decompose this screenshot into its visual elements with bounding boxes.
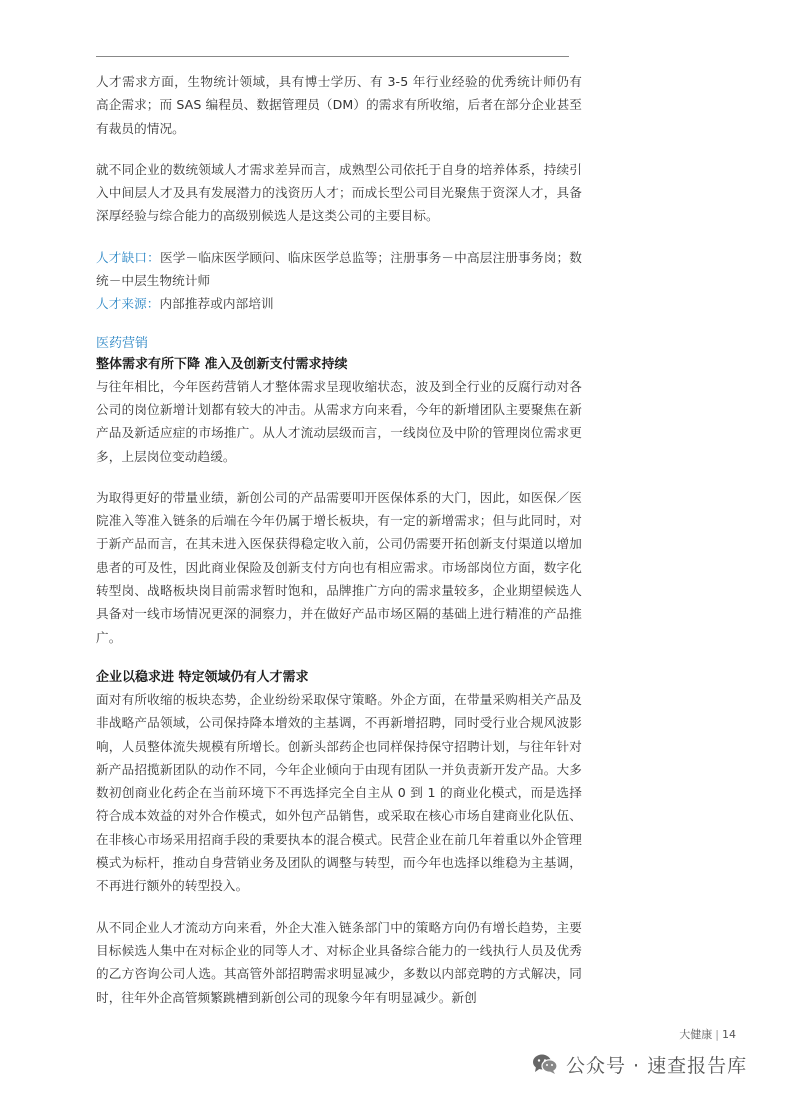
talent-source-line [96,292,582,315]
paragraph-statistics-differences: 就不同企业的数统领域人才需求差异而言，成熟型公司依托于自身的培养体系，持续引入中间层人才及具有发展潜力的浅资历人才；而成长型公司目光聚焦于资深人才，具备深厚经验与综合能力的高级别候选人是这类公司的主要目标。 [96,161,582,224]
watermark [532,1048,782,1080]
paragraph-marketing-demand: 与往年相比，今年医药营销人才整体需求呈现收缩状态，波及到全行业的反腐行动对各公司的岗位新增计划都有较大的冲击。从需求方向来看，今年的新增团队主要聚焦在新产品及新适应症的市场推广。从人才流动层级而言，一线岗位及中阶的管理岗位需求更多，上层岗位变动趋缓。 [96,378,582,464]
footer-separator: | [715,1028,719,1041]
talent-shortage-label: 人才缺口： [96,249,160,265]
footer-section-name: 大健康 [679,1028,713,1041]
talent-source-label: 人才来源： [96,296,160,312]
watermark-text: 公众号 · 速查报告库 [566,1054,748,1077]
page-footer [679,1026,736,1042]
paragraph-talent-flow: 从不同企业人才流动方向来看，外企大准入链条部门中的策略方向仍有增长趋势，主要目标候选人集中在对标企业的同等人才、对标企业具备综合能力的一线执行人员及优秀的乙方咨询公司人选。其高管外部招聘需求明显减少，多数以内部竞聘的方式解决，同时，往年外企高管频繁跳槽到新创公司的现象今年有明显减少。新创 [96,919,582,1005]
talent-source-text: 内部推荐或内部培训 [159,296,274,312]
wechat-icon [532,1053,558,1075]
subsection-title-demand: 整体需求有所下降 准入及创新支付需求持续 [96,356,348,372]
page-content [96,70,582,1009]
section-title: 医药营销 [96,335,149,351]
page-number: 14 [722,1028,736,1041]
paragraph-statistics-demand: 人才需求方面，生物统计领域，具有博士学历、有 3-5 年行业经验的优秀统计师仍有高企需求；而 SAS 编程员、数据管理员（DM）的需求有所收缩，后者在部分企业甚至有裁员的情况。 [96,74,582,136]
header-rule [96,56,569,57]
paragraph-conservative-strategy: 面对有所收缩的板块态势，企业纷纷采取保守策略。外企方面，在带量采购相关产品及非战略产品领域，公司保持降本增效的主基调，不再新增招聘，同时受行业合规风波影响，人员整体流失规模有所增长。创新头部药企也同样保持保守招聘计划，与往年针对新产品招揽新团队的动作不同，今年企业倾向于由现有团队一并负责新开发产品。大多数初创商业化药企在当前环境下不再选择完全自主从 0 到 1 的商业化模式，而是选择符合成本效益的对外合作模式，如外包产品销售，或采取在核心市场自建商业化队伍、在非核心市场采用招商手段的秉要执本的混合模式。民营企业在前几年着重以外企管理模式为标杆，推动自身营销业务及团队的调整与转型，而今年也选择以维稳为主基调，不再进行额外的转型投入。 [96,691,582,894]
talent-shortage-text: 医学－临床医学顾问、临床医学总监等；注册事务－中高层注册事务岗；数统－中层生物统计师 [96,249,582,289]
talent-shortage-line [96,246,582,293]
paragraph-access-payment: 为取得更好的带量业绩，新创公司的产品需要叩开医保体系的大门，因此，如医保／医院准入等准入链条的后端在今年仍属于增长板块，有一定的新增需求；但与此同时，对于新产品而言，在其未进入医保获得稳定收入前，公司仍需要开拓创新支付渠道以增加患者的可及性，因此商业保险及创新支付方向也有相应需求。市场部岗位方面，数字化转型岗、战略板块岗目前需求暂时饱和，品牌推广方向的需求量较多，企业期望候选人具备对一线市场情况更深的洞察力，并在做好产品市场区隔的基础上进行精准的产品推广。 [96,489,582,645]
subsection-title-stability: 企业以稳求进 特定领域仍有人才需求 [96,669,309,685]
